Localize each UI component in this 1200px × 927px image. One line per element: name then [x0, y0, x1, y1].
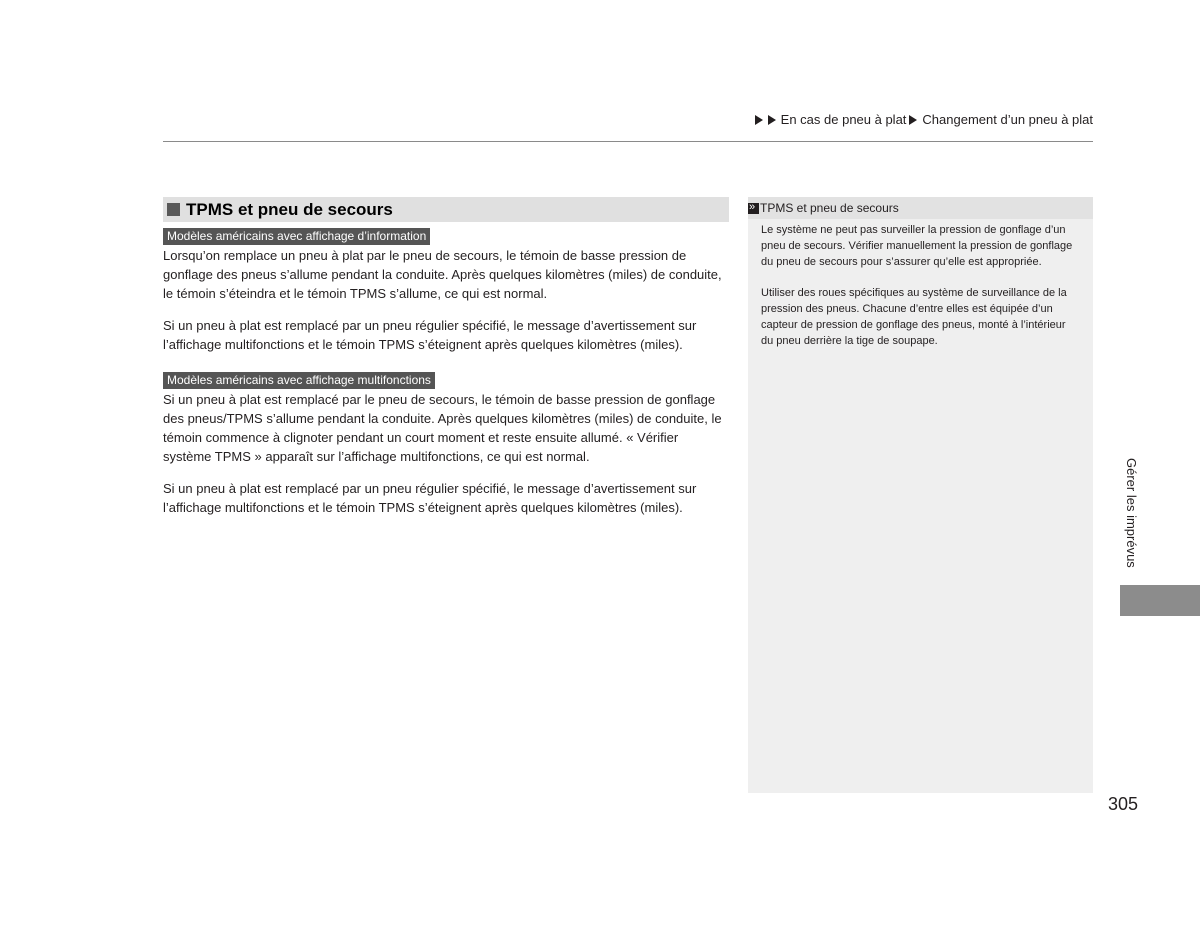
paragraph: Lorsqu’on remplace un pneu à plat par le pneu de secours, le témoin de basse pression de gonflage des pneus s’allume pendant la conduite. Après quelques kilomètres (miles) de conduite, le témoin s’éteindra et le témoin TPMS s’allume, ce qui est normal.: [163, 248, 722, 301]
header-divider: [163, 141, 1093, 142]
content-block: [163, 222, 729, 354]
sidebar-heading: [748, 197, 1093, 219]
triangle-right-icon: [909, 115, 917, 125]
triangle-right-icon: [755, 115, 763, 125]
breadcrumb-item[interactable]: Changement d’un pneu à plat: [922, 112, 1093, 127]
page-number: 305: [1108, 794, 1139, 814]
content-block: [163, 354, 729, 517]
breadcrumb-item[interactable]: En cas de pneu à plat: [780, 112, 907, 127]
breadcrumb: [755, 112, 1093, 127]
model-tag: Modèles américains avec affichage multifonctions: [163, 372, 435, 389]
model-tag: Modèles américains avec affichage d’information: [163, 228, 430, 245]
paragraph: Si un pneu à plat est remplacé par un pneu régulier spécifié, le message d’avertissement sur l’affichage multifonctions et le témoin TPMS s’éteignent après quelques kilomètres (miles).: [163, 481, 697, 515]
paragraph: Si un pneu à plat est remplacé par un pneu régulier spécifié, le message d’avertissement sur l’affichage multifonctions et le témoin TPMS s’éteignent après quelques kilomètres (miles).: [163, 318, 697, 352]
sidebar-title: TPMS et pneu de secours: [760, 201, 899, 215]
reference-icon: [748, 203, 759, 214]
section-heading: [163, 197, 729, 222]
chapter-tab: [1120, 585, 1200, 616]
sidebar-paragraph: Le système ne peut pas surveiller la pression de gonflage d’un pneu de secours. Vérifier manuellement la pression de gonflage du pneu de secours pour s’assurer qu’elle est appropriée.: [761, 224, 1073, 268]
square-bullet-icon: [167, 203, 180, 216]
main-content: [163, 197, 729, 517]
sidebar-paragraph: Utiliser des roues spécifiques au système de surveillance de la pression des pneus. Chacune d’entre elles est équipée d’un capteur de pression de gonflage des pneus, monté à l’intérieur du pneu derrière la tige de soupape.: [761, 287, 1067, 347]
paragraph: Si un pneu à plat est remplacé par le pneu de secours, le témoin de basse pression de gonflage des pneus/TPMS s’allume pendant la conduite. Après quelques kilomètres (miles) de conduite, le témoin commence à clignoter pendant un court moment et reste ensuite allumé. « Vérifier système TPMS » apparaît sur l’affichage multifonctions, ce qui est normal.: [163, 392, 722, 464]
chapter-label: Gérer les imprévus: [1124, 458, 1139, 568]
sidebar-note: [748, 197, 1093, 793]
section-title: TPMS et pneu de secours: [186, 199, 393, 219]
triangle-right-icon: [768, 115, 776, 125]
